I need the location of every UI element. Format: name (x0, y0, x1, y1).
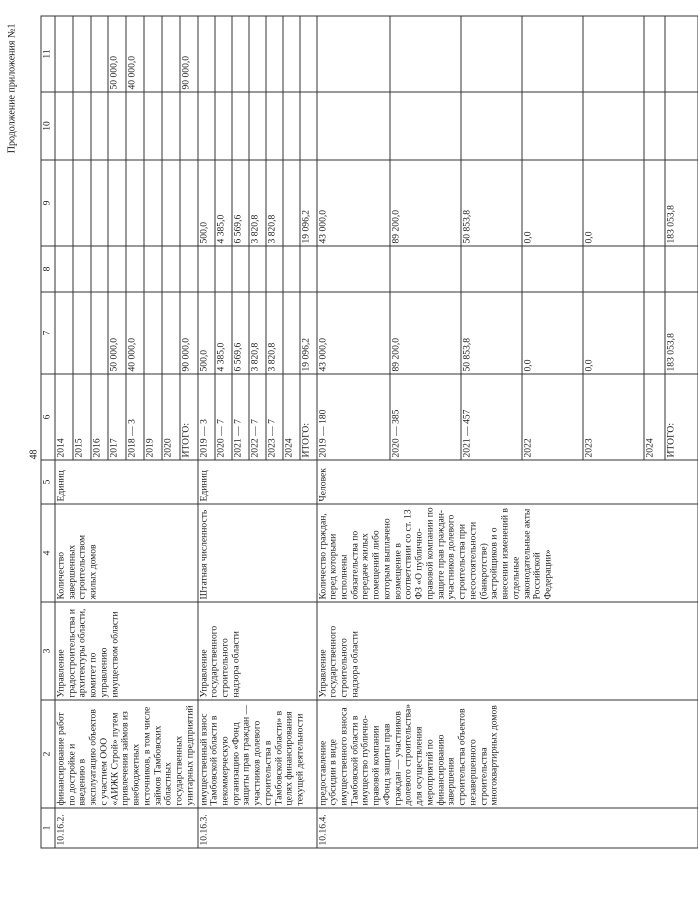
year-cell: 2021 — 7 (232, 374, 249, 460)
value-cell (522, 246, 583, 292)
year-cell: 2015 (73, 374, 91, 460)
year-cell: 2018 — 3 (126, 374, 144, 460)
value-cell: 89 200,0 (390, 160, 461, 246)
value-cell (283, 246, 300, 292)
value-cell (108, 92, 126, 160)
total-cell: 43 000,0 (317, 292, 390, 374)
column-number-row (41, 16, 55, 848)
value-cell (73, 92, 91, 160)
year-cell: 2017 (108, 374, 126, 460)
value-cell: 90 000,0 (180, 16, 198, 92)
appendix-label: Продолжение приложения №1 (6, 23, 18, 154)
value-cell: 19 096,2 (300, 160, 317, 246)
value-cell (583, 246, 644, 292)
column-header: 1 (41, 808, 55, 848)
total-cell (73, 292, 91, 374)
value-cell (249, 246, 266, 292)
total-cell (644, 292, 665, 374)
value-cell (215, 246, 232, 292)
value-cell (283, 160, 300, 246)
value-cell (91, 92, 109, 160)
column-header: 4 (41, 504, 55, 602)
value-cell: 0,0 (522, 160, 583, 246)
indicator-name: Количество завершенных строительством жилых домов (55, 504, 198, 602)
value-cell (300, 246, 317, 292)
year-cell: ИТОГО: (180, 374, 198, 460)
table-row (198, 16, 215, 848)
indicator-name: Количество граждан, перед которыми исполнены обязательства по передаче жилых помещений либо которым выплачено возмещение в соответствии со ст. 13 ФЗ «О публично-правовой компании по защите прав граждан-участников долевого строительства при несостоятельности (банкротстве) застройщиков и о внесении изменений в отдельные законодательные акты Российской Федерации» (317, 504, 698, 602)
column-header: 6 (41, 374, 55, 460)
value-cell (522, 92, 583, 160)
value-cell (55, 246, 73, 292)
column-header: 3 (41, 602, 55, 700)
value-cell (300, 16, 317, 92)
year-cell: 2020 — 385 (390, 374, 461, 460)
value-cell: 4 385,0 (215, 160, 232, 246)
total-cell: 40 000,0 (126, 292, 144, 374)
value-cell (390, 246, 461, 292)
value-cell (162, 16, 180, 92)
year-cell: 2014 (55, 374, 73, 460)
value-cell (180, 92, 198, 160)
value-cell (215, 92, 232, 160)
value-cell (126, 92, 144, 160)
value-cell (317, 246, 390, 292)
year-cell: ИТОГО: (665, 374, 698, 460)
measure-text: финансирование работ по достройке и введению в эксплуатацию объектов с участием ООО «АИЖК Строй» путем привлечения займов из внебюджетных источников, в том числе займов Тамбовских областных государственных унитарных предприятий (55, 700, 198, 808)
value-cell (144, 160, 162, 246)
value-cell (144, 92, 162, 160)
responsible-executor: Управление градостроительства и архитектуры области, комитет по управлению имуществом области (55, 602, 198, 700)
indicator-unit: Человек (317, 460, 698, 504)
column-header: 9 (41, 160, 55, 246)
value-cell: 3 820,8 (266, 160, 283, 246)
value-cell (215, 16, 232, 92)
total-cell: 0,0 (583, 292, 644, 374)
value-cell (249, 92, 266, 160)
value-cell (283, 16, 300, 92)
value-cell: 43 000,0 (317, 160, 390, 246)
total-cell (91, 292, 109, 374)
value-cell (91, 160, 109, 246)
total-cell: 89 200,0 (390, 292, 461, 374)
value-cell (162, 160, 180, 246)
column-header: 8 (41, 246, 55, 292)
year-cell: 2020 — 7 (215, 374, 232, 460)
indicator-name: Штатная численность (198, 504, 317, 602)
value-cell (665, 16, 698, 92)
value-cell: 6 569,6 (232, 160, 249, 246)
value-cell (198, 246, 215, 292)
value-cell (162, 92, 180, 160)
value-cell (108, 246, 126, 292)
year-cell: 2022 — 7 (249, 374, 266, 460)
total-cell: 4 385,0 (215, 292, 232, 374)
value-cell (266, 246, 283, 292)
value-cell (390, 16, 461, 92)
value-cell (91, 16, 109, 92)
value-cell (162, 246, 180, 292)
indicator-unit: Единиц (198, 460, 317, 504)
column-header: 2 (41, 700, 55, 808)
value-cell (249, 16, 266, 92)
value-cell: 183 053,8 (665, 160, 698, 246)
value-cell (266, 16, 283, 92)
year-cell: 2024 (283, 374, 300, 460)
value-cell: 50 000,0 (108, 16, 126, 92)
total-cell: 50 000,0 (108, 292, 126, 374)
total-cell (144, 292, 162, 374)
value-cell: 3 820,8 (249, 160, 266, 246)
value-cell (55, 160, 73, 246)
year-cell: 2019 — 3 (198, 374, 215, 460)
indicator-unit: Единиц (55, 460, 198, 504)
year-cell: ИТОГО: (300, 374, 317, 460)
value-cell (108, 160, 126, 246)
value-cell (180, 160, 198, 246)
column-header: 11 (41, 16, 55, 92)
value-cell (73, 16, 91, 92)
value-cell: 50 853,8 (461, 160, 522, 246)
year-cell: 2019 — 180 (317, 374, 390, 460)
value-cell (665, 246, 698, 292)
value-cell (461, 16, 522, 92)
value-cell (55, 16, 73, 92)
responsible-executor: Управление государственного строительного надзора области (317, 602, 698, 700)
value-cell (180, 246, 198, 292)
year-cell: 2023 (583, 374, 644, 460)
total-cell: 3 820,8 (266, 292, 283, 374)
total-cell (283, 292, 300, 374)
value-cell (390, 92, 461, 160)
value-cell (232, 92, 249, 160)
value-cell (644, 16, 665, 92)
total-cell: 90 000,0 (180, 292, 198, 374)
total-cell: 0,0 (522, 292, 583, 374)
value-cell (644, 92, 665, 160)
column-header: 7 (41, 292, 55, 374)
value-cell (583, 92, 644, 160)
year-cell: 2020 (162, 374, 180, 460)
total-cell (55, 292, 73, 374)
value-cell (461, 92, 522, 160)
column-header: 10 (41, 92, 55, 160)
value-cell (583, 16, 644, 92)
value-cell (73, 160, 91, 246)
page-number: 48 (28, 449, 40, 460)
value-cell: 500,0 (198, 160, 215, 246)
total-cell (162, 292, 180, 374)
year-cell: 2022 (522, 374, 583, 460)
value-cell (461, 246, 522, 292)
measure-number: 10.16.2. (55, 808, 198, 848)
total-cell: 50 853,8 (461, 292, 522, 374)
value-cell (126, 246, 144, 292)
total-cell: 6 569,6 (232, 292, 249, 374)
total-cell: 183 053,8 (665, 292, 698, 374)
rotated-sheet (1, 0, 677, 905)
value-cell (144, 246, 162, 292)
value-cell (644, 160, 665, 246)
year-cell: 2019 (144, 374, 162, 460)
value-cell (91, 246, 109, 292)
responsible-executor: Управление государственного строительного надзора области (198, 602, 317, 700)
measure-text: имущественный взнос Тамбовской области в некоммерческую организацию «Фонд защиты прав граждан — участников долевого строительства в Тамбовской области» в целях финансирования текущей деятельности (198, 700, 317, 808)
value-cell (644, 246, 665, 292)
program-table (41, 16, 698, 849)
value-cell (300, 92, 317, 160)
value-cell (198, 92, 215, 160)
value-cell (266, 92, 283, 160)
column-header: 5 (41, 460, 55, 504)
table-row (55, 16, 73, 848)
value-cell (665, 92, 698, 160)
value-cell (73, 246, 91, 292)
measure-number: 10.16.3. (198, 808, 317, 848)
table-row (317, 16, 390, 848)
year-cell: 2024 (644, 374, 665, 460)
value-cell (317, 92, 390, 160)
total-cell: 19 096,2 (300, 292, 317, 374)
total-cell: 500,0 (198, 292, 215, 374)
value-cell (283, 92, 300, 160)
value-cell (55, 92, 73, 160)
value-cell: 40 000,0 (126, 16, 144, 92)
value-cell (144, 16, 162, 92)
value-cell (126, 160, 144, 246)
value-cell (522, 16, 583, 92)
total-cell: 3 820,8 (249, 292, 266, 374)
measure-number: 10.16.4. (317, 808, 698, 848)
year-cell: 2021 — 457 (461, 374, 522, 460)
year-cell: 2023 — 7 (266, 374, 283, 460)
value-cell: 0,0 (583, 160, 644, 246)
measure-text: предоставление субсидии в виде имущественного взноса Тамбовской области в имущество публично-правовой компании «Фонд защиты прав граждан — участников долевого строительства» для осуществления мероприятий по финансированию завершения строительства объектов незавершенного строительства многоквартирных домов (317, 700, 698, 808)
year-cell: 2016 (91, 374, 109, 460)
value-cell (317, 16, 390, 92)
value-cell (198, 16, 215, 92)
value-cell (232, 246, 249, 292)
value-cell (232, 16, 249, 92)
